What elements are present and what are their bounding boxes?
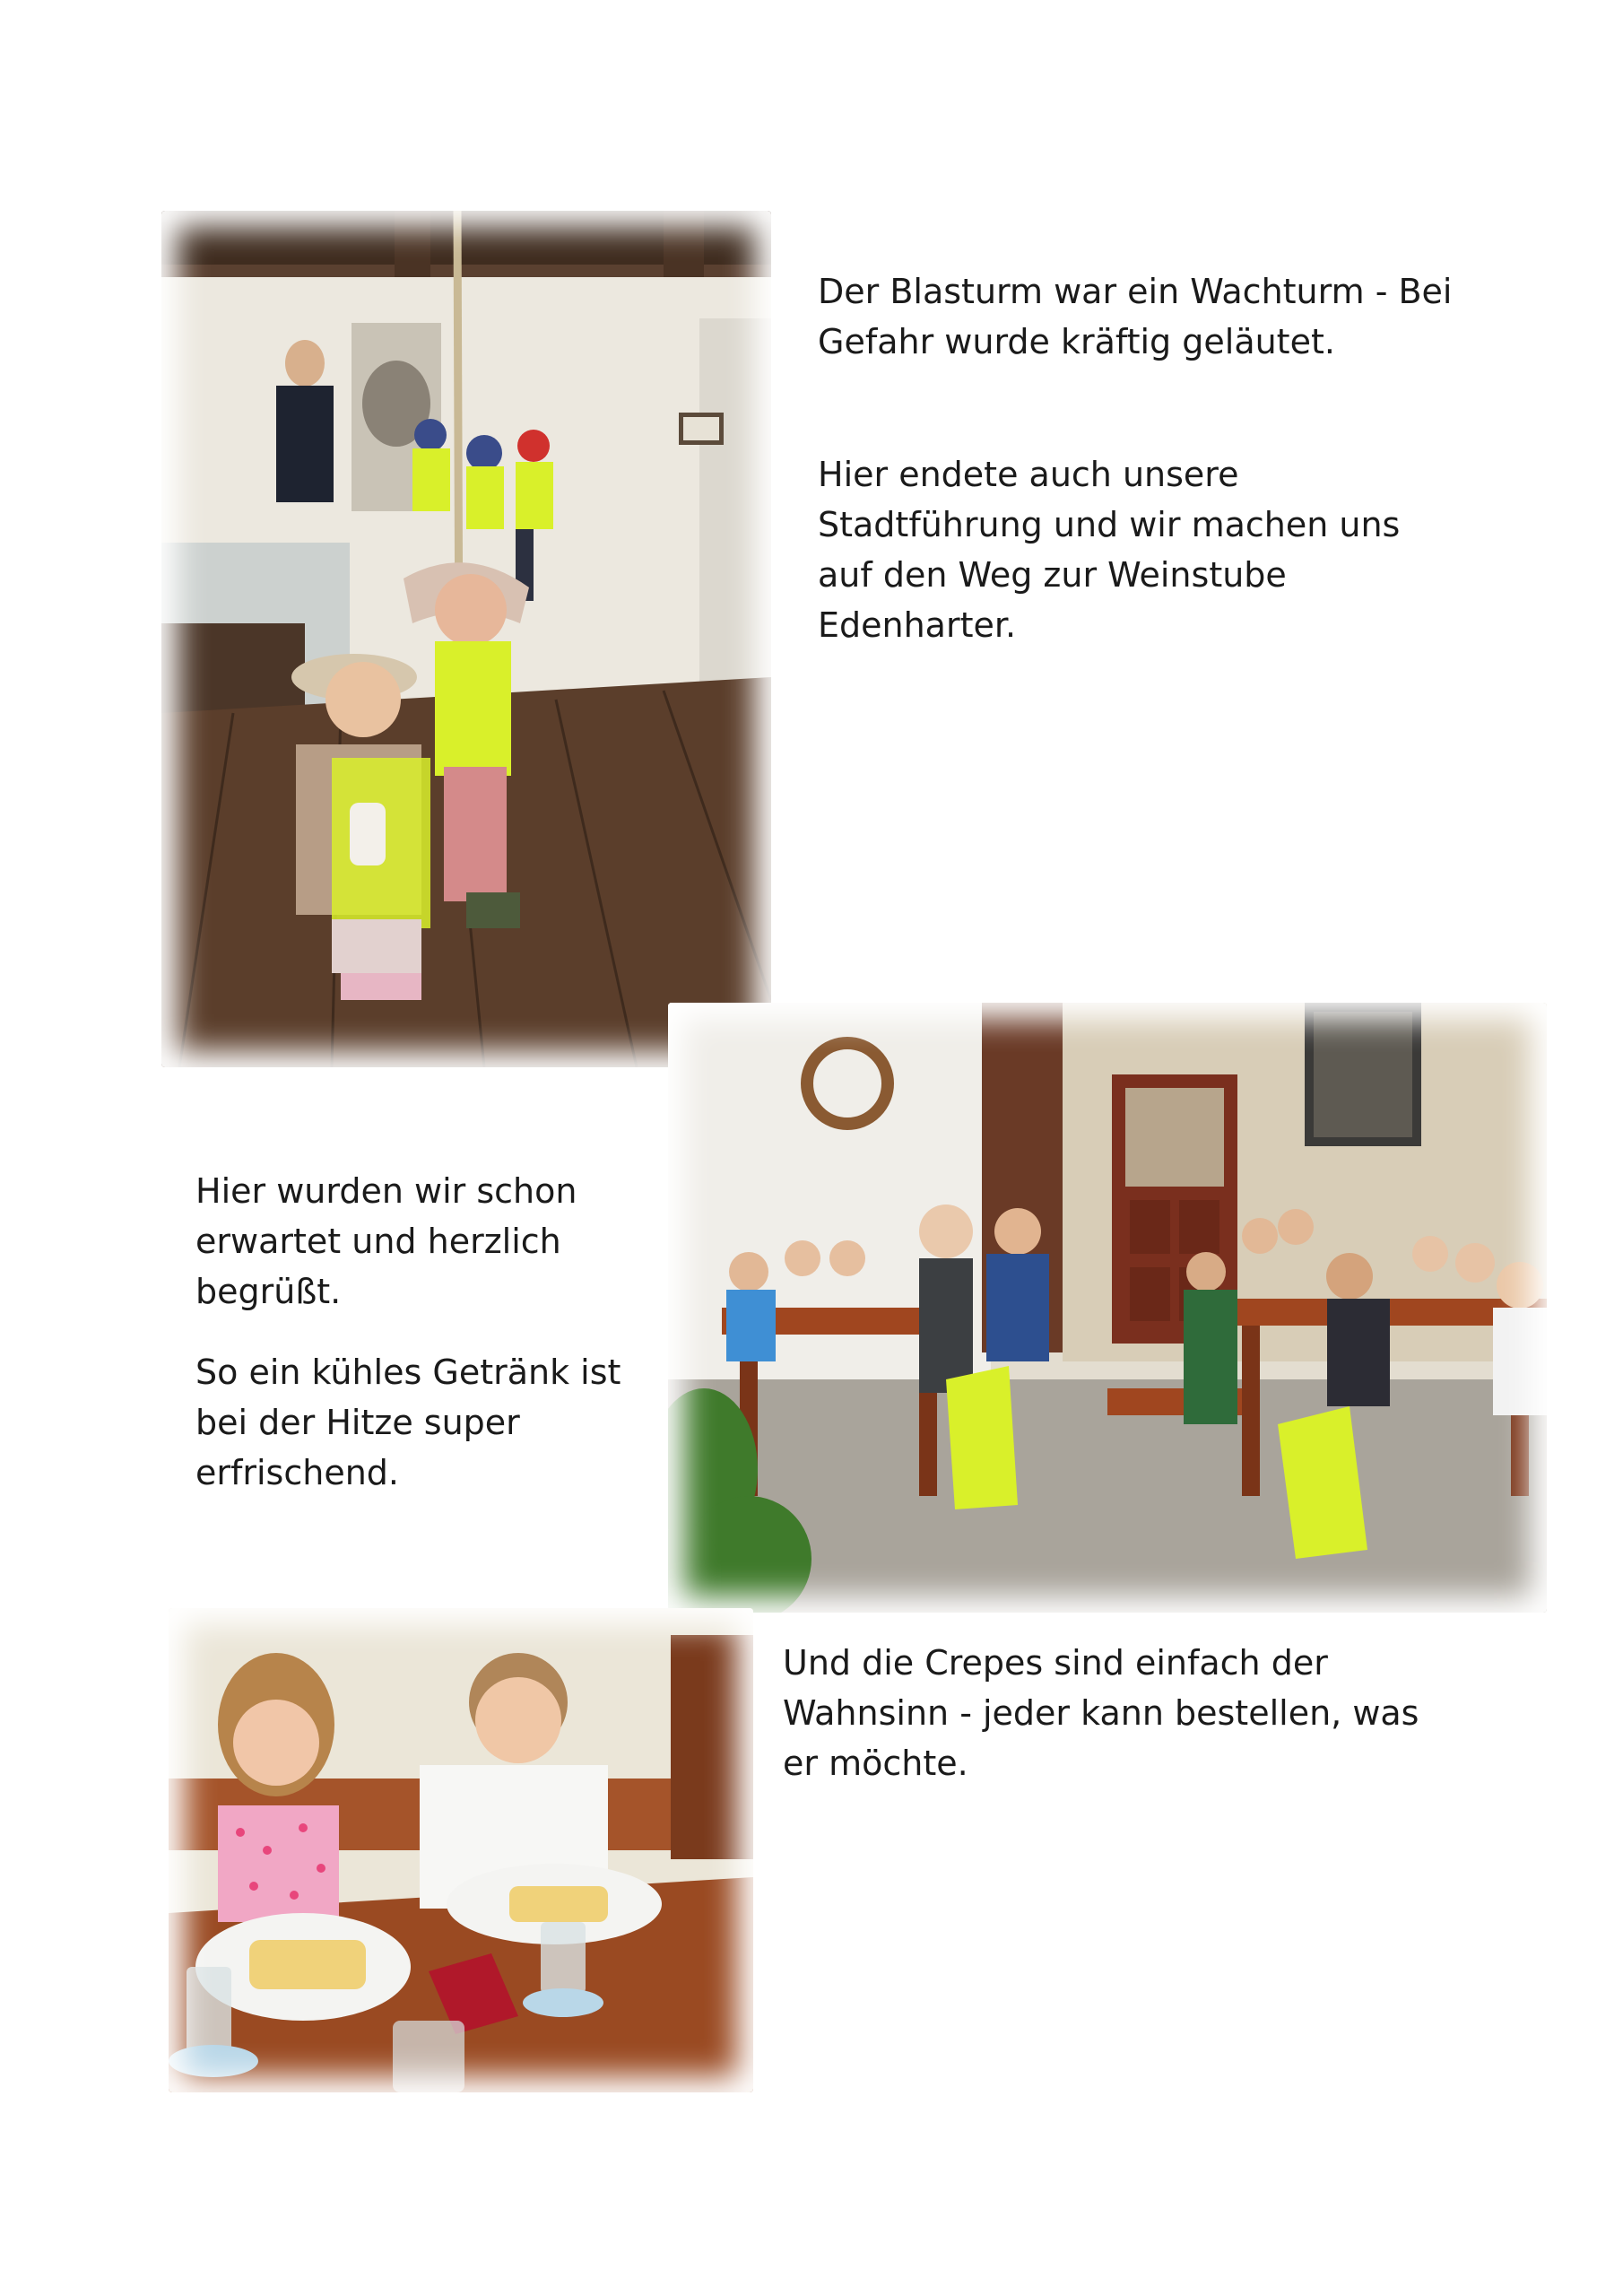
- photo-tower-bell-rope: [161, 211, 771, 1067]
- paragraph-crepes: Und die Crepes sind einfach der Wahnsinn - jeder kann bestellen, was er möchte.: [783, 1643, 1419, 1783]
- text-block-crepes: [783, 1638, 1464, 1788]
- text-block-tavern: [195, 1166, 644, 1498]
- photo-wine-tavern-group: [668, 1003, 1547, 1613]
- crepes-image: [169, 1608, 753, 2092]
- paragraph-tour-end: Hier endete auch unsere Stadtführung und wir machen uns auf den Weg zur Weinstube Edenharter.: [818, 455, 1401, 645]
- paragraph-tower-watch: Der Blasturm war ein Wachturm - Bei Gefahr wurde kräftig geläutet.: [818, 272, 1453, 361]
- text-block-tower: [818, 266, 1463, 650]
- tower-bell-rope-image: [161, 211, 771, 1067]
- photo-crepes: [169, 1608, 753, 2092]
- wine-tavern-image: [668, 1003, 1547, 1613]
- paragraph-welcome: Hier wurden wir schon erwartet und herzlich begrüßt.: [195, 1171, 577, 1311]
- paragraph-cool-drink: So ein kühles Getränk ist bei der Hitze super erfrischend.: [195, 1352, 621, 1492]
